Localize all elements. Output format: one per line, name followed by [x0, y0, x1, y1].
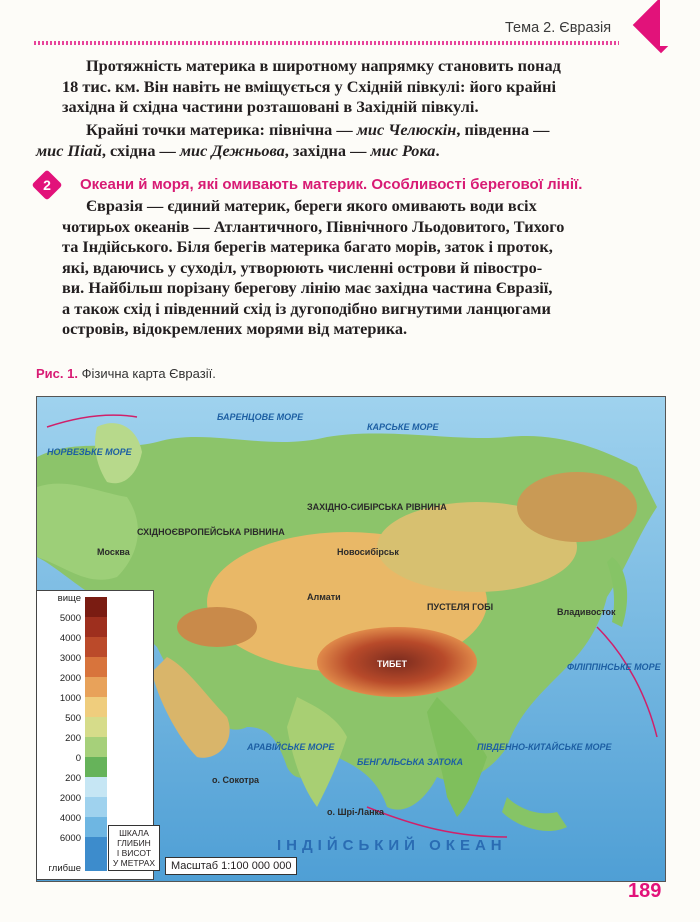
label-moscow: Москва: [97, 547, 130, 557]
label-arabian-sea: АРАВІЙСЬКЕ МОРЕ: [247, 742, 335, 752]
figure-caption-text: Фізична карта Євразії.: [77, 366, 216, 381]
scale-line: І ВИСОТ: [116, 848, 152, 858]
legend-level: 1000: [59, 693, 81, 704]
label-s-china-sea: ПІВДЕННО-КИТАЙСЬКЕ МОРЕ: [477, 742, 612, 752]
section-number: 2: [43, 177, 51, 193]
label-philippine-sea: ФІЛІППІНСЬКЕ МОРЕ: [567, 662, 661, 672]
legend-level: 4000: [59, 813, 81, 824]
label-socotra: о. Сокотра: [212, 775, 260, 785]
body-line: які, вдаючись у суходіл, утворюють численні острови й півостро-: [62, 257, 543, 277]
body-line: островів, відокремлених морями від материка.: [62, 319, 408, 338]
intro-paragraph-2-cont: [36, 141, 616, 162]
text-run: Крайні точки материка: північна —: [86, 120, 357, 139]
legend-level: 6000: [59, 833, 81, 844]
intro-paragraph-1: [62, 56, 617, 118]
scale-line: ШКАЛА: [119, 828, 149, 838]
scale-line: ГЛИБИН: [117, 838, 151, 848]
cape-roca: мис Рока: [370, 140, 436, 160]
legend-level: 500: [65, 713, 81, 724]
text-run: , східна —: [101, 140, 180, 160]
header-dotted-rule: [34, 41, 619, 45]
label-gobi: ПУСТЕЛЯ ГОБІ: [427, 602, 494, 612]
label-barents-sea: БАРЕНЦОВЕ МОРЕ: [217, 412, 304, 422]
depth-height-scale-label: [108, 825, 160, 871]
label-tibet: ТИБЕТ: [377, 659, 407, 669]
header-diamond-mask: [660, 0, 700, 46]
label-novosibirsk: Новосибірськ: [337, 547, 399, 557]
intro-line: західна й східна частини розташовані в Західній півкулі.: [62, 97, 479, 116]
label-e-european-plain: СХІДНОЄВРОПЕЙСЬКА РІВНИНА: [137, 527, 285, 537]
section-body: [62, 196, 617, 217]
section-body-cont: [62, 217, 617, 340]
extreme-points-line-2: [36, 141, 616, 162]
legend-level: 200: [65, 733, 81, 744]
legend-level: 0: [75, 753, 81, 764]
page-number: 189: [628, 880, 662, 902]
body-line: Євразія — єдиний материк, береги якого омивають води всіх: [86, 196, 537, 215]
cape-chelyuskin: мис Челюскін: [356, 120, 457, 139]
label-indian-ocean: ІНДІЙСЬКИЙ ОКЕАН: [277, 837, 507, 854]
legend-level: 3000: [59, 653, 81, 664]
text-run: , південна —: [456, 120, 550, 139]
body-line: чотирьох океанів — Атлантичного, Північного Льодовитого, Тихого: [62, 216, 565, 236]
legend-level: 5000: [59, 613, 81, 624]
legend-level: вище: [57, 593, 81, 604]
legend-level: глибше: [48, 863, 81, 874]
iran-highland: [177, 607, 257, 647]
map-scale: Масштаб 1:100 000 000: [165, 857, 297, 875]
intro-line: 18 тис. км. Він навіть не вміщується у Східній півкулі: його крайні: [62, 76, 557, 96]
body-line: та Індійського. Біля берегів материка багато морів, заток і проток,: [62, 237, 553, 256]
intro-paragraph-2: [62, 120, 617, 141]
legend-level: 4000: [59, 633, 81, 644]
text-run: , західна —: [284, 140, 371, 160]
label-w-siberian-plain: ЗАХІДНО-СИБІРСЬКА РІВНИНА: [307, 502, 447, 512]
body-line: а також схід і південний схід із дугоподібно вигнутими ланцюгами: [62, 298, 551, 318]
legend-level: 2000: [59, 673, 81, 684]
figure-caption: [36, 366, 216, 381]
body-line: ви. Найбільш порізану берегову лінію має західна частина Євразії,: [62, 278, 553, 297]
running-header-title: Тема 2. Євразія: [505, 20, 612, 36]
label-norwegian-sea: НОРВЕЗЬКЕ МОРЕ: [47, 447, 132, 457]
cape-piai: мис Піай: [36, 140, 102, 160]
legend-color-bar: [85, 597, 107, 871]
label-sri-lanka: о. Шрі-Ланка: [327, 807, 385, 817]
section-title: Океани й моря, які омивають материк. Особливості берегової лінії.: [80, 176, 583, 193]
label-kara-sea: КАРСЬКЕ МОРЕ: [367, 422, 439, 432]
figure-caption-label: Рис. 1.: [36, 366, 78, 381]
label-almaty: Алмати: [307, 592, 341, 602]
legend-level: 200: [65, 773, 81, 784]
east-siberian-mountains: [517, 472, 637, 542]
text-run: .: [435, 140, 440, 160]
extreme-points-line-1: [62, 120, 617, 141]
cape-dezhnev: мис Дежньова: [179, 140, 285, 160]
scale-line: У МЕТРАХ: [112, 858, 156, 868]
label-vladivostok: Владивосток: [557, 607, 616, 617]
legend-level: 2000: [59, 793, 81, 804]
label-bengal-bay: БЕНГАЛЬСЬКА ЗАТОКА: [357, 757, 463, 767]
intro-line: Протяжність материка в широтному напрямку становить понад: [86, 56, 561, 75]
